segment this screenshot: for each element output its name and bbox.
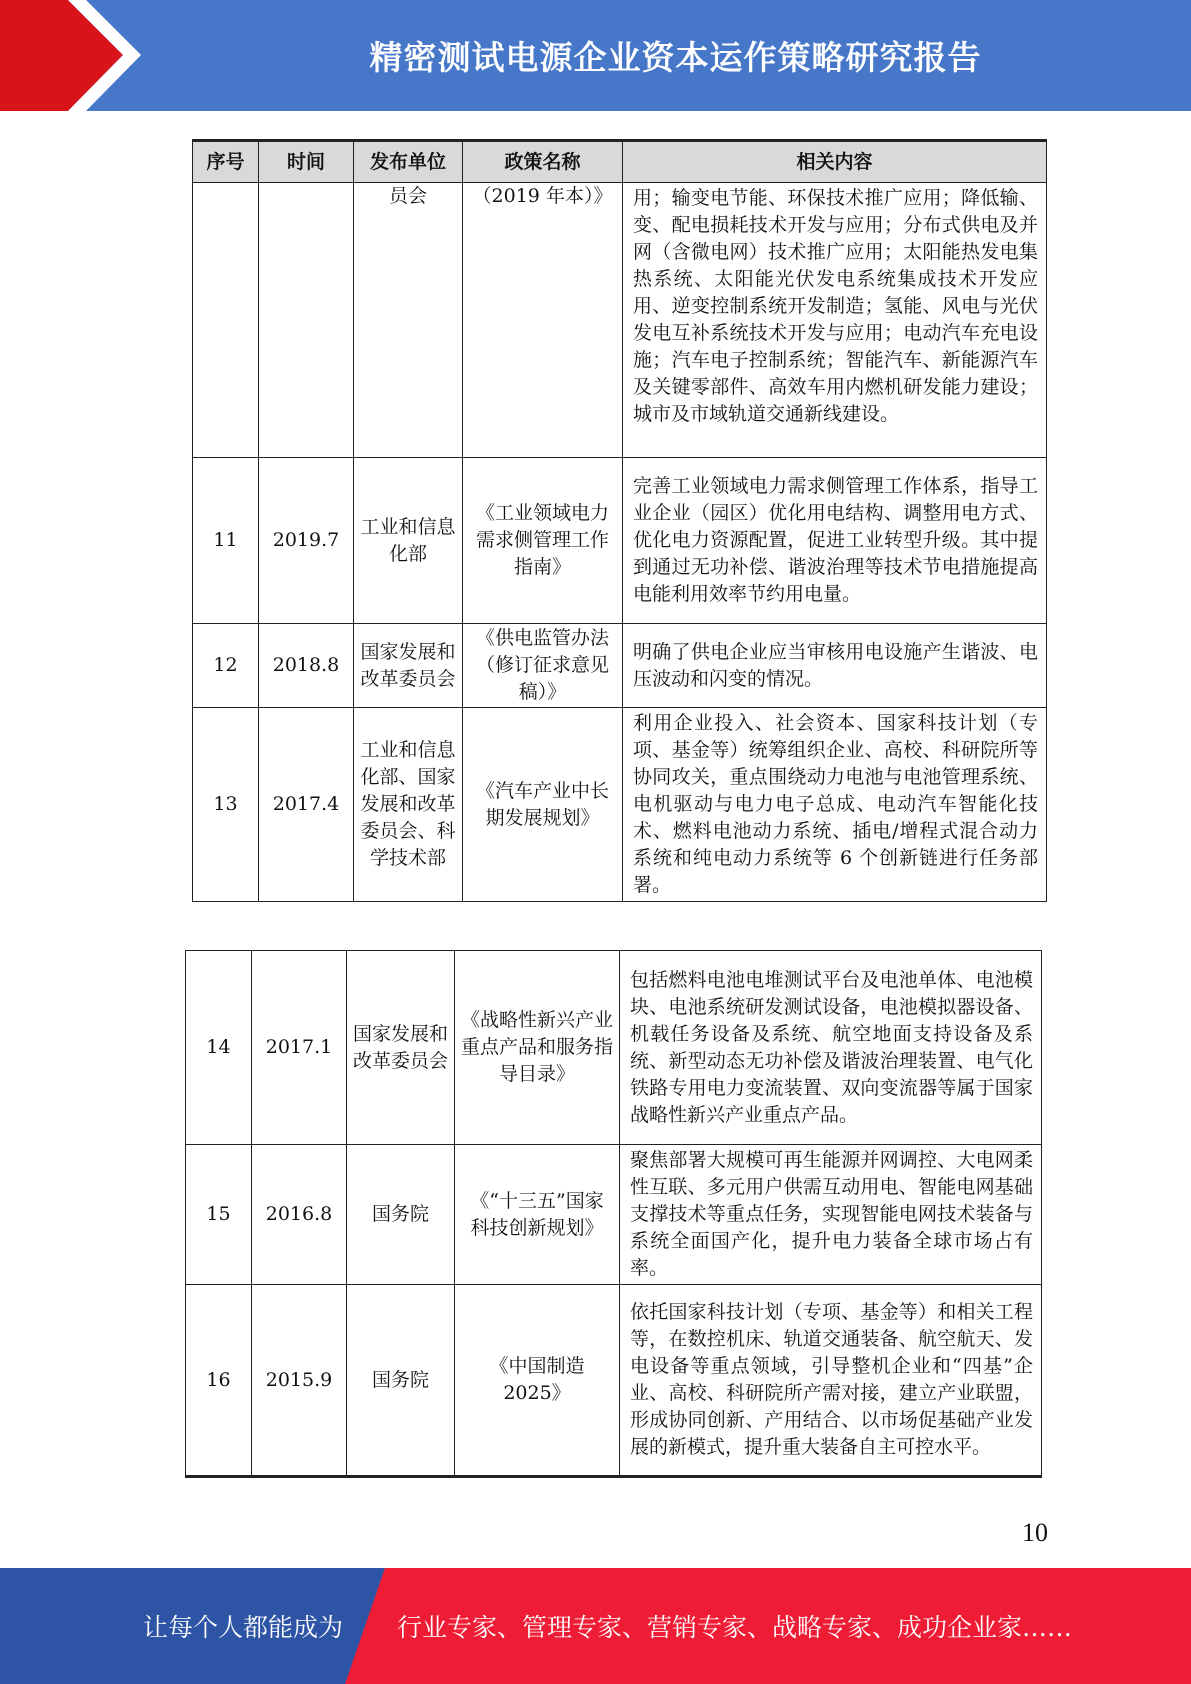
- policy-table-part2: [185, 950, 1042, 1478]
- chevron-logo-icon: [0, 0, 150, 111]
- cell-unit: 工业和信息化部: [354, 458, 463, 624]
- cell-unit: 工业和信息化部、国家发展和改革委员会、科学技术部: [354, 708, 463, 902]
- cell-policy: 《中国制造2025》: [455, 1285, 620, 1477]
- report-header: [0, 0, 1191, 111]
- cell-date: [259, 183, 354, 458]
- cell-content: 利用企业投入、社会资本、国家科技计划（专项、基金等）统筹组织企业、高校、科研院所等协同攻关，重点围绕动力电池与电池管理系统、电机驱动与电力电子总成、电动汽车智能化技术、燃料电池动力系统、插电/增程式混合动力系统和纯电动力系统等 6 个创新链进行任务部署。: [623, 708, 1047, 902]
- cell-date: 2018.8: [259, 624, 354, 708]
- table-row: [186, 1285, 1042, 1477]
- footer-slogan-left: 让每个人都能成为: [143, 1613, 344, 1642]
- cell-policy: 《工业领域电力需求侧管理工作指南》: [463, 458, 623, 624]
- cell-unit: 国务院: [347, 1145, 455, 1285]
- report-footer: [0, 1568, 1191, 1684]
- cell-content: 明确了供电企业应当审核用电设施产生谐波、电压波动和闪变的情况。: [623, 624, 1047, 708]
- table-row: [186, 951, 1042, 1145]
- table-row: [193, 708, 1047, 902]
- cell-date: 2016.8: [252, 1145, 347, 1285]
- table-row-continued: [193, 183, 1047, 458]
- cell-content: 完善工业领域电力需求侧管理工作体系，指导工业企业（园区）优化用电结构、调整用电方式、优化电力资源配置，促进工业转型升级。其中提到通过无功补偿、谐波治理等技术节电措施提高电能利用效率节约用电量。: [623, 458, 1047, 624]
- column-header-content: 相关内容: [623, 141, 1047, 183]
- cell-date: 2017.4: [259, 708, 354, 902]
- cell-no: [193, 183, 259, 458]
- cell-no: 12: [193, 624, 259, 708]
- cell-date: 2015.9: [252, 1285, 347, 1477]
- table-row: [186, 1145, 1042, 1285]
- cell-content: 聚焦部署大规模可再生能源并网调控、大电网柔性互联、多元用户供需互动用电、智能电网基础支撑技术等重点任务，实现智能电网技术装备与系统全面国产化，提升电力装备全球市场占有率。: [620, 1145, 1042, 1285]
- policy-table-part1: [192, 139, 1047, 902]
- column-header-no: 序号: [193, 141, 259, 183]
- cell-unit: 国家发展和改革委员会: [354, 624, 463, 708]
- cell-policy: （2019 年本）》: [463, 183, 623, 458]
- cell-unit: 员会: [354, 183, 463, 458]
- table-row: [193, 624, 1047, 708]
- cell-content: 用；输变电节能、环保技术推广应用；降低输、变、配电损耗技术开发与应用；分布式供电及并网（含微电网）技术推广应用；太阳能热发电集热系统、太阳能光伏发电系统集成技术开发应用、逆变控制系统开发制造；氢能、风电与光伏发电互补系统技术开发与应用；电动汽车充电设施；汽车电子控制系统；智能汽车、新能源汽车及关键零部件、高效车用内燃机研发能力建设；城市及市域轨道交通新线建设。: [623, 183, 1047, 458]
- cell-no: 16: [186, 1285, 252, 1477]
- table-row: [193, 458, 1047, 624]
- column-header-policy: 政策名称: [463, 141, 623, 183]
- table-header-row: [193, 141, 1047, 183]
- cell-no: 11: [193, 458, 259, 624]
- cell-unit: 国家发展和改革委员会: [347, 951, 455, 1145]
- cell-unit: 国务院: [347, 1285, 455, 1477]
- report-title: 精密测试电源企业资本运作策略研究报告: [369, 38, 982, 77]
- cell-policy: 《战略性新兴产业重点产品和服务指导目录》: [455, 951, 620, 1145]
- cell-no: 14: [186, 951, 252, 1145]
- column-header-date: 时间: [259, 141, 354, 183]
- cell-content: 依托国家科技计划（专项、基金等）和相关工程等，在数控机床、轨道交通装备、航空航天、发电设备等重点领域，引导整机企业和“四基”企业、高校、科研院所产需对接，建立产业联盟，形成协同创新、产用结合、以市场促基础产业发展的新模式，提升重大装备自主可控水平。: [620, 1285, 1042, 1477]
- cell-content: 包括燃料电池电堆测试平台及电池单体、电池模块、电池系统研发测试设备，电池模拟器设备、机载任务设备及系统、航空地面支持设备及系统、新型动态无功补偿及谐波治理装置、电气化铁路专用电力变流装置、双向变流器等属于国家战略性新兴产业重点产品。: [620, 951, 1042, 1145]
- footer-slogan-right: 行业专家、管理专家、营销专家、战略专家、成功企业家……: [397, 1613, 1073, 1642]
- cell-date: 2019.7: [259, 458, 354, 624]
- cell-policy: 《“十三五”国家科技创新规划》: [455, 1145, 620, 1285]
- cell-no: 15: [186, 1145, 252, 1285]
- cell-date: 2017.1: [252, 951, 347, 1145]
- cell-no: 13: [193, 708, 259, 902]
- column-header-unit: 发布单位: [354, 141, 463, 183]
- page-number: 10: [1022, 1518, 1048, 1547]
- cell-policy: 《汽车产业中长期发展规划》: [463, 708, 623, 902]
- cell-policy: 《供电监管办法（修订征求意见稿）》: [463, 624, 623, 708]
